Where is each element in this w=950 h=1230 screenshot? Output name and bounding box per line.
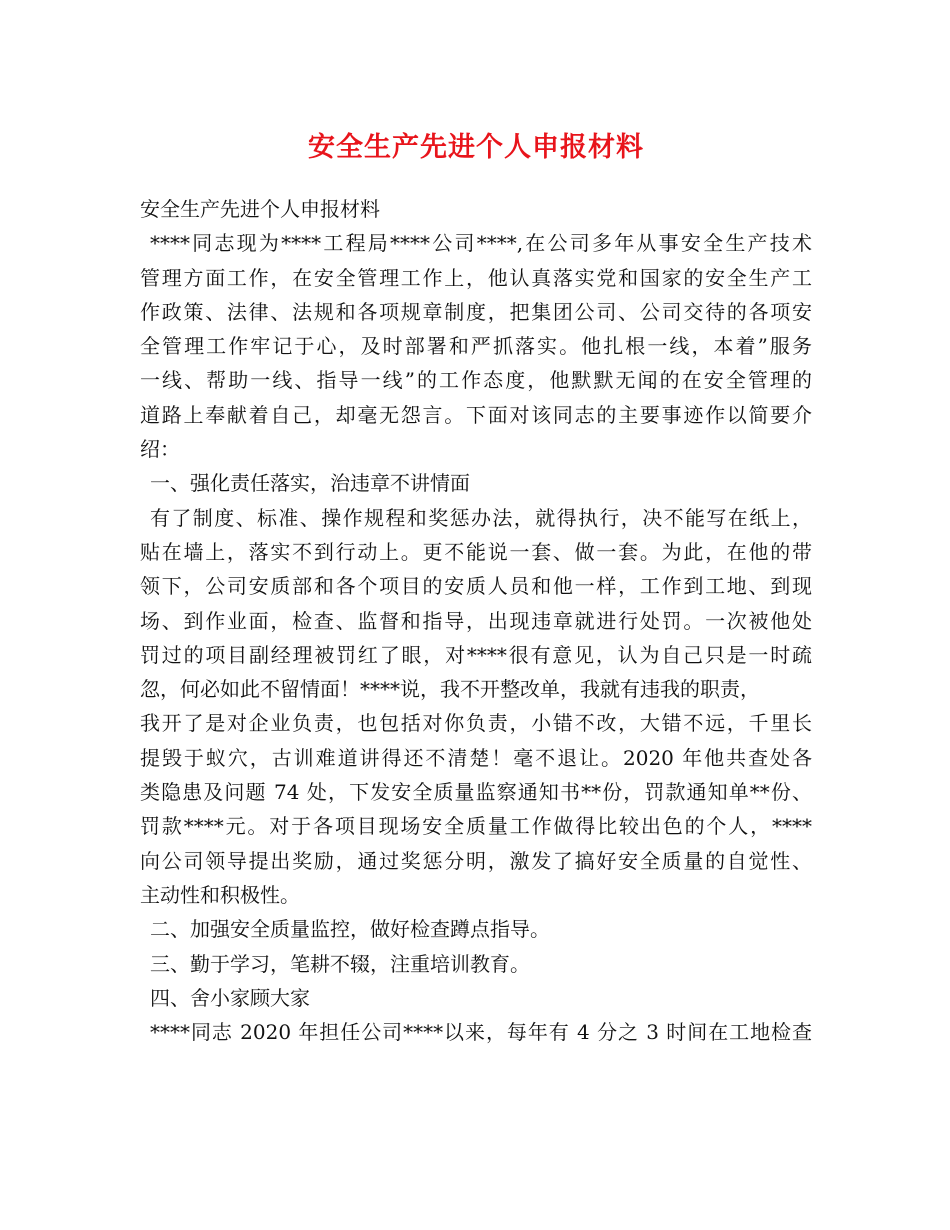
document-title: 安全生产先进个人申报材料: [308, 132, 644, 163]
body-line: 绍：: [140, 437, 180, 462]
body-line: 提毁于蚁穴，古训难道讲得还不清楚！毫不退让。2020 年他共查处各: [140, 745, 812, 770]
body-line: 作政策、法律、法规和各项规章制度，把集团公司、公司交待的各项安: [140, 299, 812, 324]
body-line: 主动性和积极性。: [140, 882, 300, 907]
body-line: ****同志 2020 年担任公司****以来，每年有 4 分之 3 时间在工地检查: [150, 1020, 812, 1045]
body-line: 向公司领导提出奖励，通过奖惩分明，激发了搞好安全质量的自觉性、: [140, 848, 812, 873]
document-body: [140, 192, 812, 1049]
body-line: 忽，何必如此不留情面！****说，我不开整改单，我就有违我的职责，: [140, 677, 760, 702]
body-line: 一线、帮助一线、指导一线”的工作态度，他默默无闻的在安全管理的: [140, 368, 812, 393]
body-line: 三、勤于学习，笔耕不辍，注重培训教育。: [150, 951, 530, 976]
body-line: 类隐患及问题 74 处，下发安全质量监察通知书**份，罚款通知单**份、: [140, 780, 812, 805]
body-line: 贴在墙上，落实不到行动上。更不能说一套、做一套。为此，在他的带: [140, 539, 812, 564]
body-line: 罚款****元。对于各项目现场安全质量工作做得比较出色的个人，****: [140, 814, 812, 839]
body-line: 全管理工作牢记于心，及时部署和严抓落实。他扎根一线，本着”服务: [140, 334, 812, 359]
body-line: 罚过的项目副经理被罚红了眼，对****很有意见，认为自己只是一时疏: [140, 642, 812, 667]
body-line: 安全生产先进个人申报材料: [140, 197, 380, 221]
body-line: 一、强化责任落实，治违章不讲情面: [150, 471, 470, 496]
body-line: 有了制度、标准、操作规程和奖惩办法，就得执行，决不能写在纸上，: [150, 505, 812, 530]
body-line: 四、舍小家顾大家: [150, 985, 310, 1010]
body-line: 二、加强安全质量监控，做好检查蹲点指导。: [150, 917, 550, 942]
body-line: 领下，公司安质部和各个项目的安质人员和他一样，工作到工地、到现: [140, 574, 812, 599]
body-line: ****同志现为****工程局****公司****,在公司多年从事安全生产技术: [150, 231, 812, 256]
body-line: 道路上奉献着自己，却毫无怨言。下面对该同志的主要事迹作以简要介: [140, 402, 812, 427]
body-line: 场、到作业面，检查、监督和指导，出现违章就进行处罚。一次被他处: [140, 608, 812, 633]
body-line: 我开了是对企业负责，也包括对你负责，小错不改，大错不远，千里长: [140, 711, 812, 736]
body-line: 管理方面工作，在安全管理工作上，他认真落实党和国家的安全生产工: [140, 265, 812, 290]
